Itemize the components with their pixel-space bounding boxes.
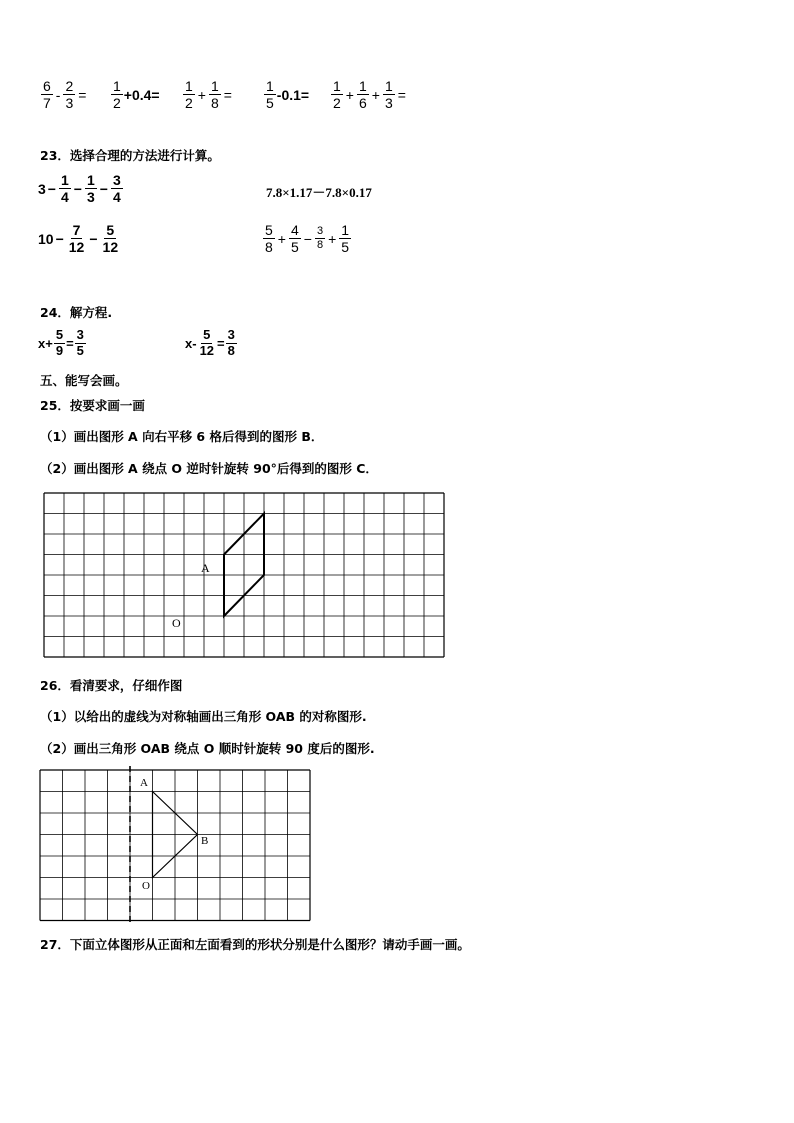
- expr-half-sixth-third: $\frac{1}{2}$ + $\frac{1}{6}$ + $\frac{1}{3}$ =: [333, 78, 406, 112]
- expr-half-plus-eighth: $\frac{1}{2}$ + $\frac{1}{8}$ =: [185, 78, 232, 112]
- expr-fifth-minus-0-1: $\frac{1}{5}$ -0.1=: [266, 78, 310, 112]
- q24-equation-b: x- $\frac{5}{12}$ = $\frac{3}{8}$: [185, 327, 235, 358]
- q26-title: 26．看清要求，仔细作图: [40, 678, 183, 693]
- q26-label-o: O: [142, 880, 150, 892]
- q26-label-a: A: [140, 777, 148, 789]
- q26-step-1: （1）以给出的虚线为对称轴画出三角形 OAB 的对称图形.: [40, 709, 367, 724]
- q26-step-2: （2）画出三角形 OAB 绕点 O 顺时针旋转 90 度后的图形.: [40, 741, 375, 756]
- q25-label-o: O: [172, 616, 181, 630]
- q27-title: 27．下面立体图形从正面和左面看到的形状分别是什么图形？请动手画一画。: [40, 937, 470, 952]
- q23-expr-c: 10 − $\frac{7}{12}$ − $\frac{5}{12}$: [38, 222, 119, 256]
- q23-expr-d: $\frac{5}{8}$ + $\frac{4}{5}$ − $\frac{3}{8}$ + $\frac{1}{5}$: [265, 222, 350, 256]
- q23-title: 23．选择合理的方法进行计算。: [40, 148, 220, 163]
- expr-half-plus-0-4: $\frac{1}{2}$ +0.4=: [113, 78, 160, 112]
- section-5-title: 五、能写会画。: [40, 373, 128, 388]
- q23-expr-a: 3 − $\frac{1}{4}$ − $\frac{1}{3}$ − $\frac{3}{4}$: [38, 172, 121, 206]
- expr-6-7-minus-2-3: $\frac{6}{7}$ - $\frac{2}{3}$ =: [43, 78, 87, 112]
- q25-step-1: （1）画出图形 A 向右平移 6 格后得到的图形 B．: [40, 429, 324, 444]
- q25-step-2: （2）画出图形 A 绕点 O 逆时针旋转 90°后得到的图形 C．: [40, 461, 378, 476]
- q25-title: 25．按要求画一画: [40, 398, 145, 413]
- q23-expr-b: 7.8×1.17－7.8×0.17: [266, 185, 372, 200]
- q26-grid[interactable]: [40, 770, 312, 922]
- q24-title: 24．解方程.: [40, 305, 113, 320]
- q26-label-b: B: [201, 835, 209, 847]
- q24-equation-a: x+ $\frac{5}{9}$ = $\frac{3}{5}$: [38, 327, 84, 358]
- q25-grid[interactable]: [44, 493, 446, 659]
- q25-label-a: A: [201, 561, 210, 575]
